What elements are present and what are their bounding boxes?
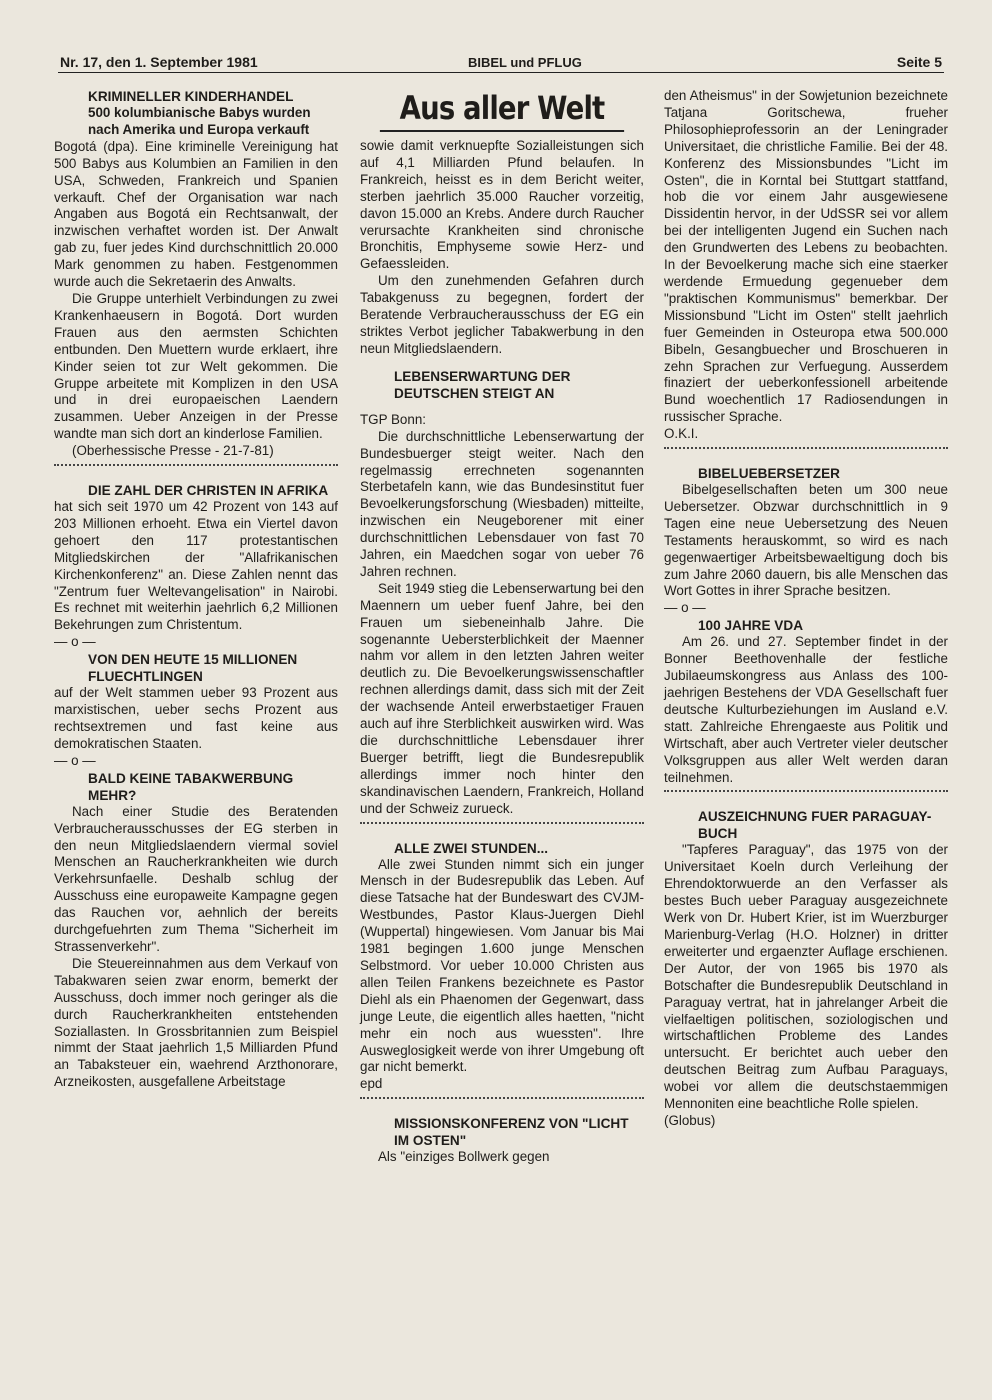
article-paragraph: Die Gruppe unterhielt Verbindungen zu zwei Krankenhaeusern in Bogotá. Dort wurden Frauen aus den aermsten Schichten entbunden. Den Muettern wurde erklaert, ihre Kinder seien tot zur Welt gekommen. Die Gruppe arbeitete mit Komplizen in den USA und in drei europaeischen Laendern zusammen. Ueber Anzeigen in der Presse wandte man sich dort an kinderlose Familien. [54,290,338,442]
article-subheading: 500 kolumbianische Babys wurden nach Amerika und Europa verkauft [88,105,311,137]
article-source: epd [360,1076,383,1092]
article-paragraph: Um den zunehmenden Gefahren durch Tabakgenuss zu begegnen, fordert der Beratende Verbraucherausschuss der EG ein striktes Verbot jeglicher Tabakwerbung in den neun Mitgliedslaendern. [360,273,644,356]
article-heading: LEBENSERWARTUNG DER DEUTSCHEN STEIGT AN [394,368,571,401]
article-heading: VON DEN HEUTE 15 MILLIONEN FLUECHTLINGEN [88,652,298,685]
article-paragraph: Seit 1949 stieg die Lebenserwartung bei den Maennern um ueber fuenf Jahre, bei den Frauen um siebeneinhalb Jahre. Die sogenannte Uebersterblichkeit der Maenner nahm vor allem in den letzten Jahren weiter deutlich zu. Die Bevoelkerungswissenschaftler rechnen allerdings damit, dass sich mit der Zeit der wachsende Anteil erwerbstaetiger Frauen auch auf ihre Sterblichkeit auswirken wird. Was die durchschnittliche Lebensdauer ihrer Buerger betrifft, liegt die Bundesrepublik allerdings immer noch hinter den skandinavischen Laendern, Frankreich, Holland und der Schweiz zurueck. [360,580,644,816]
spacer [360,358,644,368]
article-heading: DIE ZAHL DER CHRISTEN IN AFRIKA [88,483,329,499]
article-paragraph: Als "einziges Bollwerk gegen [378,1149,550,1165]
page-number: Seite 5 [896,54,942,70]
column-left [54,88,338,1091]
section-divider: — o — [664,600,706,616]
section-divider: — o — [54,634,96,650]
article-paragraph: "Tapferes Paraguay", das 1975 von der Universitaet Koeln durch Verleihung der Ehrendoktorwuerde an den Verfasser als bestes Buch ueber Paraguay ausgezeichnete Werk von Dr. Hubert Krier, ist im Wuerzburger Marienburg-Verlag (H.O. Holzner) in dritter erweiterter und ergaenzter Auflage erschienen. Der Autor, der von 1965 bis 1970 als Botschafter die Bundesrepublik Deutschland in Paraguay vertrat, hat in jahrelanger Arbeit die vielfaeltigen politischen, soziologischen und wirtschaftlichen Probleme des Landes untersucht. Er berichtet auch ueber den deutschen Beitrag zum Aufbau Paraguays, wobei vor allem die deutschstaemmigen Mennoniten eine beachtliche Rolle spielen. [664,842,948,1112]
article-paragraph: Bibelgesellschaften beten um 300 neue Uebersetzer. Obzwar durchschnittlich in 9 Tagen eine neue Uebersetzung des Neuen Testaments herauskommt, so wird es nach gegenwaertiger Arbeitsbewaeltigung doch bis zum Jahre 2060 dauern, bis alle Menschen das Wort Gottes in ihrer Sprache besitzen. [664,482,948,599]
article-heading: KRIMINELLER KINDERHANDEL [88,89,294,104]
article-paragraph: Bogotá (dpa). Eine kriminelle Vereinigung hat 500 Babys aus Kolumbien an Familien in den USA, Schweden, Frankreich und Spanien verkauft. Chef der Organisation war nach Angaben aus Bogotá ein Rechtsanwalt, der inzwischen verhaftet worden ist. Der Anwalt gab zu, fuer jedes Kind durchschnittlich 20.000 Mark genommen zu haben. Festgenommen wurde auch die Sekretaerin des Anwalts. [54,138,338,290]
article-heading: BALD KEINE TABAKWERBUNG MEHR? [88,770,294,803]
article-paragraph: (Oberhessische Presse - 21-7-81) [72,443,274,459]
article-heading: MISSIONSKONFERENZ VON "LICHT IM OSTEN" [394,1116,629,1149]
dotted-separator [360,1097,644,1099]
column-middle [360,88,644,1166]
section-masthead: Aus aller Welt [380,88,624,132]
column-right [664,88,948,1130]
article-paragraph: Alle zwei Stunden nimmt sich ein junger Mensch in der Budesrepublik das Leben. Auf diese Tatsache hat der Bundeswart des CVJM-Westbundes, Pastor Klaus-Juergen Diehl (Wuppertal) hingewiesen. Vom Januar bis Mai 1981 begingen 1.600 junge Menschen Selbstmord. Vor ueber 10.000 Christen aus allen Teilen Frankens bezeichnete es Pastor Diehl als ein Phaenomen der Gegenwart, dass junge Leute, die eigentlich alles haetten, "nicht mehr ein noch aus wuessten". Ihre Ausweglosigkeit werde von ihrer Umgebung oft gar nicht bemerkt. [360,856,644,1075]
article-paragraph: TGP Bonn: [360,411,426,427]
article-paragraph: sowie damit verknuepfte Sozialleistungen sich auf 4,1 Milliarden Pfund belaufen. In Frankreich, heisst es in dem Bericht weiter, sterben jaehrlich 35.000 Raucher vorzeitig, davon 15.000 an Krebs. Andere durch Raucher verursachte Krankheiten sind chronische Bronchitis, Emphyseme sowie Herz- und Gefaessleiden. [360,138,644,272]
article-paragraph: Die Steuereinnahmen aus dem Verkauf von Tabakwaren seien zwar enorm, bemerkt der Ausschuss, doch immer noch geringer als die durch Raucherkrankheiten entstehenden Soziallasten. In Grossbritannien zum Beispiel nimmt der Staat jaehrlich 1,5 Milliarden Pfund an Tabaksteuer ein, waehrend Arzthonorare, Arzneikosten, ausgefallene Arbeitstage [54,955,338,1090]
article-heading: 100 JAHRE VDA [698,618,804,634]
article-source: O.K.I. [664,426,699,442]
article-paragraph: den Atheismus" in der Sowjetunion bezeichnete Tatjana Goritschewa, frueher Philosophieprofessorin an der Leningrader Universitaet, die christliche Familie. Bei der 48. Konferenz des Missionsbundes "Licht im Osten", die in Korntal bei Stuttgart stattfand, hob die vor einem Jahr ausgewiesene Dissidentin hervor, in der UdSSR sei vor allem bei der intelligenten Jugend ein Suchen nach den Grundwerten des Lebens zu beobachten. In der Bevoelkerung mache sich eine staerker werdende Ermuedung gegenueber dem "praktischen Kommunismus" bemerkbar. Der Missionsbund "Licht im Osten" stellt jaehrlich fuer Gemeinden in Osteuropa etwa 500.000 Bibeln, Gesangbuecher und Broschueren in zehn Sprachen zur Verfuegung. Ausserdem finaziert der ueberkonfessionell arbeitende Bund woechentlich 17 Radiosendungen in russischer Sprache. [664,88,948,425]
article-heading: AUSZEICHNUNG FUER PARAGUAY-BUCH [698,809,932,842]
section-divider: — o — [54,752,96,768]
article-paragraph: Die durchschnittliche Lebenserwartung der Bundesbuerger steigt weiter. Nach den regelmassig errechneten sogenannten Sterbetafeln kann, wie das Bundesinstitut fuer Bevoelkerungsforschung (Wiesbaden) mitteilte, inzwischen ein Neugeborener mit einer durchschnittlichen Lebensdauer von fast 70 Jahren, ein Maedchen sogar von ueber 76 Jahren rechnen. [360,428,644,579]
publication-title: BIBEL und PFLUG [468,55,582,70]
dotted-separator [664,790,948,792]
article-heading: BIBELUEBERSETZER [698,466,840,482]
spacer [360,402,644,412]
dotted-separator [664,447,948,449]
article-heading: ALLE ZWEI STUNDEN... [394,840,549,856]
dotted-separator [54,464,338,466]
article-source: (Globus) [664,1112,716,1128]
page-header [58,44,944,73]
article-paragraph: Nach einer Studie des Beratenden Verbraucherausschusses der EG sterben in den neun Mitgliedslaendern viermal soviel Menschen an Raucherkrankheiten wie durch Verkehrsunfaelle. Deshalb schlug der Ausschuss eine europaweite Kampagne gegen das Rauchen vor, aehnlich der bereits durchgefuehrten zum Thema "Sicherheit im Strassenverkehr". [54,803,338,954]
article-paragraph: hat sich seit 1970 um 42 Prozent von 143 auf 203 Millionen erhoeht. Etwa ein Viertel davon gehoert den 117 protestantischen Mitgliedskirchen der "Allafrikanischen Kirchenkonferenz" an. Diese Zahlen nennt das "Zentrum fuer Weltevangelisation" in Nairobi. Es rechnet mit weiterhin jaehrlich 6,2 Millionen Bekehrungen zum Christentum. [54,499,338,633]
dotted-separator [360,822,644,824]
article-paragraph: auf der Welt stammen ueber 93 Prozent aus marxistischen, ueber sechs Prozent aus rechtsextremen und fast keine aus demokratischen Staaten. [54,685,338,751]
issue-date: Nr. 17, den 1. September 1981 [60,54,258,70]
article-paragraph: Am 26. und 27. September findet in der Bonner Beethovenhalle der festliche Jubilaeumskongress aus Anlass des 100-jaehrigen Bestehens der VDA Gesellschaft fuer deutsche Kulturbeziehungen im Ausland e.V. statt. Zahlreiche Ehrengaeste aus Politik und Wirtschaft, aber auch Vertreter vieler deutscher Volksgruppen aus aller Welt werden daran teilnehmen. [664,634,948,785]
